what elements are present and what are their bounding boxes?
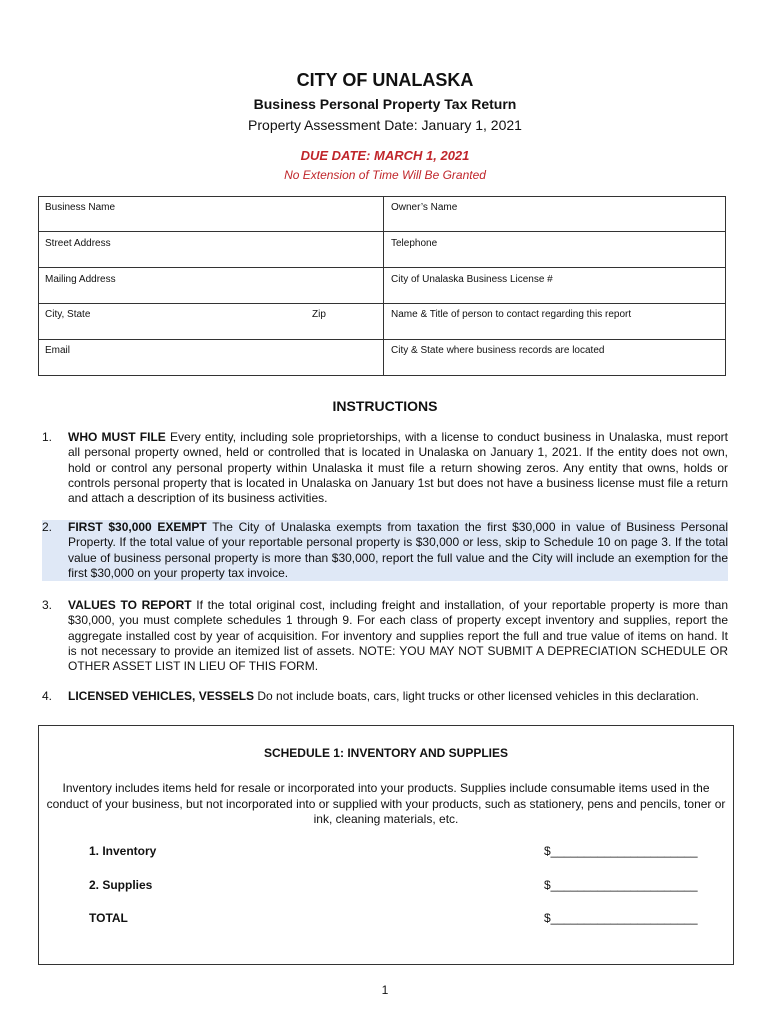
inventory-row [89, 844, 709, 858]
street-address-field[interactable]: Street Address [45, 238, 111, 249]
due-date: DUE DATE: MARCH 1, 2021 [300, 148, 470, 163]
schedule-1-description: Inventory includes items held for resale or incorporated into your products. Supplies include consumable items used in the conduct of your business, but not incorporated into or supplied with your products, such as stationery, pens and pencils, toner or ink, cleaning materials, etc. [46, 781, 726, 826]
schedule-1-title: SCHEDULE 1: INVENTORY AND SUPPLIES [263, 746, 509, 760]
instruction-item [42, 598, 728, 674]
instruction-item [42, 689, 728, 704]
grid-divider [39, 231, 725, 232]
assessment-date: Property Assessment Date: January 1, 2021 [248, 117, 522, 133]
telephone-field[interactable]: Telephone [391, 238, 438, 249]
form-title: Business Personal Property Tax Return [253, 96, 517, 112]
item-number: 4. [42, 689, 53, 703]
item-text: Every entity, including sole proprietorships, with a license to conduct business in Unalaska, must report all personal property owned, held or controlled that is located in Unalaska on January 1, 2021. If the entity does not own, hold or control any personal property within Unalaska it must file a return showing zeros. Any entity that owns, holds or controls personal property that is located in Unalaska on January 1st but does not have a business license must file a return and attach a description of its business activities. [68, 430, 728, 506]
inventory-label: 1. Inventory [89, 844, 157, 858]
supplies-label: 2. Supplies [89, 878, 153, 892]
supplies-amount-field[interactable]: $______________________ [544, 878, 698, 892]
total-row [89, 911, 709, 925]
business-info-grid [38, 196, 726, 376]
item-heading: LICENSED VEHICLES, VESSELS [68, 689, 255, 703]
instruction-item [42, 430, 728, 506]
business-license-field[interactable]: City of Unalaska Business License # [391, 274, 553, 285]
inventory-amount-field[interactable]: $______________________ [544, 844, 698, 858]
item-heading: VALUES TO REPORT [68, 598, 192, 612]
total-amount-field[interactable]: $______________________ [544, 911, 698, 925]
no-extension-notice: No Extension of Time Will Be Granted [284, 168, 486, 182]
schedule-1-box [38, 725, 734, 965]
email-field[interactable]: Email [45, 345, 71, 356]
grid-divider [39, 303, 725, 304]
total-label: TOTAL [89, 911, 128, 925]
contact-person-field[interactable]: Name & Title of person to contact regarding this report [391, 309, 632, 320]
city-state-field[interactable]: City, State [45, 309, 91, 320]
item-number: 2. [42, 520, 53, 534]
item-number: 3. [42, 598, 53, 612]
item-text: The City of Unalaska exempts from taxation the first $30,000 in value of Business Personal Property. If the total value of your reportable personal property is $30,000 or less, skip to Schedule 10 on page 3. If the total value of business personal property is more than $30,000, report the full value and the City will include an exemption for the first $30,000 on your property tax invoice. [68, 520, 728, 580]
grid-divider [39, 339, 725, 340]
item-heading: WHO MUST FILE [68, 430, 166, 444]
item-number: 1. [42, 430, 53, 444]
instructions-title: INSTRUCTIONS [332, 398, 438, 414]
item-text: If the total original cost, including freight and installation, of your reportable property is more than $30,000, you must complete schedules 1 through 9. For each class of property except inventory and supplies, report the aggregate installed cost by year of acquisition. For inventory and supplies report the full and true value of items on hand. It is not necessary to provide an itemized list of assets. NOTE: YOU MAY NOT SUBMIT A DEPRECIATION SCHEDULE OR OTHER ASSET LIST IN LIEU OF THIS FORM. [68, 598, 729, 674]
item-text: Do not include boats, cars, light trucks or other licensed vehicles in this declaration. [254, 689, 699, 703]
grid-divider [39, 267, 725, 268]
page-number: 1 [381, 983, 389, 997]
owners-name-field[interactable]: Owner’s Name [391, 202, 458, 213]
instruction-item [42, 520, 728, 581]
zip-field[interactable]: Zip [312, 309, 326, 320]
business-name-field[interactable]: Business Name [45, 202, 116, 213]
grid-divider [383, 197, 384, 375]
city-title: CITY OF UNALASKA [296, 70, 474, 90]
records-location-field[interactable]: City & State where business records are located [391, 345, 605, 356]
item-heading: FIRST $30,000 EXEMPT [68, 520, 207, 534]
supplies-row [89, 878, 709, 892]
mailing-address-field[interactable]: Mailing Address [45, 274, 116, 285]
